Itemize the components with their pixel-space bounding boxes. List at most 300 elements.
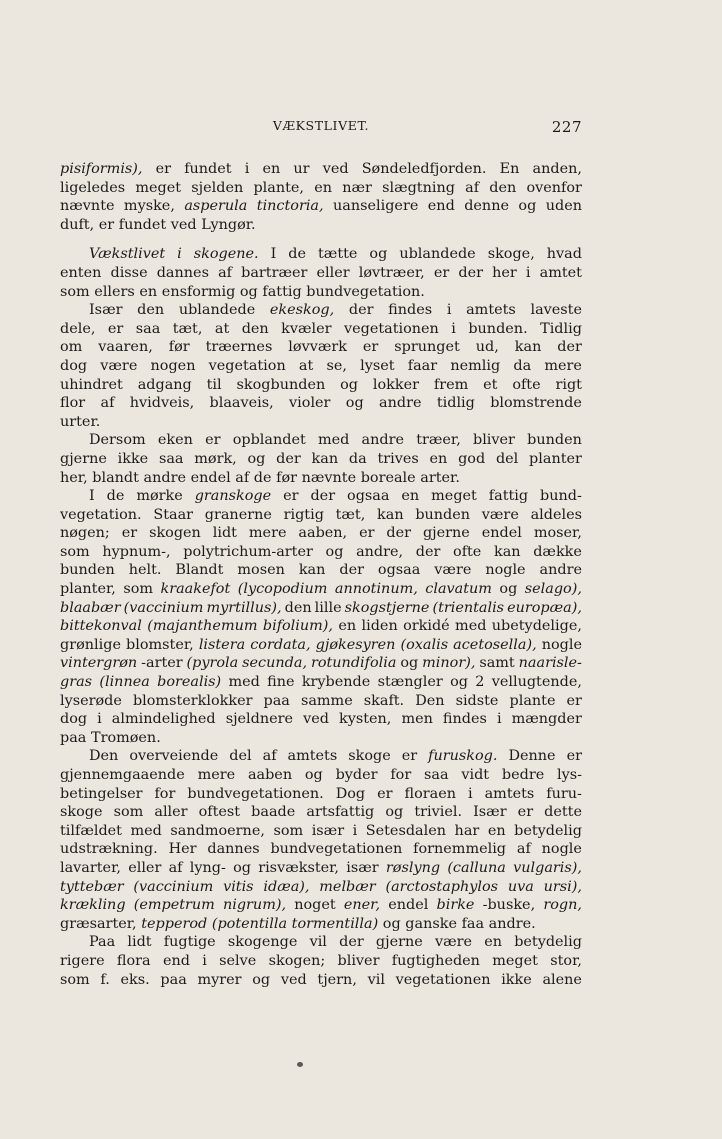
- word: løvtræer,: [358, 264, 425, 281]
- word: vidt: [461, 767, 490, 783]
- word: skogenge: [227, 934, 298, 951]
- word: lyserøde: [60, 692, 122, 709]
- text-line: [60, 878, 582, 897]
- paragraph-gap: [60, 234, 582, 245]
- paragraph: [60, 487, 582, 747]
- text-line: [60, 692, 582, 711]
- word: tepperod: [141, 915, 208, 932]
- text-line: [60, 952, 582, 971]
- text-line: [60, 729, 582, 748]
- word: bunden: [415, 506, 471, 523]
- word: være: [100, 357, 138, 374]
- word: mere: [197, 767, 236, 783]
- word: idæa),: [263, 878, 310, 895]
- word: vegetationen: [343, 320, 439, 337]
- word: hvad: [546, 246, 582, 263]
- word: den: [137, 302, 165, 319]
- word: skoge,: [487, 246, 535, 263]
- word: eller: [316, 264, 350, 281]
- word: betydelig: [514, 822, 582, 839]
- word: en: [314, 179, 332, 196]
- word: grønlige: [60, 636, 121, 653]
- text-line: [60, 431, 582, 450]
- word: som: [123, 581, 154, 598]
- word: ofte: [512, 376, 541, 393]
- word: dog: [60, 357, 88, 374]
- word: vil: [309, 934, 327, 951]
- text-line: [60, 710, 582, 729]
- word: kysten,: [339, 711, 392, 728]
- word: aaben: [247, 767, 293, 783]
- word: sidste: [455, 692, 499, 709]
- word: den: [241, 320, 269, 337]
- word: asperula: [184, 198, 248, 215]
- word: blomstrende: [490, 395, 582, 412]
- word: noget: [294, 897, 336, 914]
- word: bittekonval: [60, 618, 142, 635]
- word: tæt,: [335, 506, 366, 523]
- word: og: [385, 804, 404, 821]
- word: europæa),: [507, 599, 582, 616]
- word: nemlig: [450, 357, 501, 374]
- word: for: [390, 767, 412, 783]
- word: (lycopodium: [237, 581, 328, 598]
- word: blomsterklokker: [132, 692, 253, 709]
- word: granerne: [204, 506, 272, 523]
- word: ogsaa: [377, 562, 421, 579]
- word: vegetationen: [395, 971, 491, 988]
- word: paa: [263, 692, 290, 709]
- word: af: [168, 859, 183, 876]
- indented-word: [60, 301, 122, 320]
- word: findes: [442, 711, 487, 728]
- word: der: [458, 264, 483, 281]
- word: Den: [89, 748, 119, 765]
- text-line: [60, 216, 582, 235]
- word: adgang: [137, 376, 192, 393]
- word: er: [517, 804, 534, 821]
- word: dette: [544, 804, 582, 821]
- text-line: [60, 636, 582, 655]
- word: overveiende: [129, 748, 219, 765]
- word: og: [325, 543, 344, 560]
- word: er: [377, 785, 393, 802]
- word: fugtigheden: [391, 952, 480, 969]
- word: krækling: [60, 897, 126, 914]
- word: i: [468, 785, 473, 802]
- text-line: [60, 915, 582, 934]
- word: paa: [60, 729, 87, 746]
- word: gjøkesyren: [315, 636, 396, 653]
- word: minor),: [422, 655, 476, 672]
- word: f.: [100, 971, 110, 988]
- word: i: [451, 320, 456, 337]
- word: tilfældet: [60, 822, 122, 839]
- word: ubetydelige,: [491, 618, 582, 635]
- word: En: [499, 161, 520, 177]
- word: i: [244, 161, 250, 177]
- word: men: [401, 711, 433, 728]
- word: (calluna: [447, 859, 506, 876]
- word: almindelighed: [111, 711, 216, 728]
- word: der: [415, 543, 441, 560]
- word: uhindret: [60, 376, 123, 393]
- word: at: [298, 357, 314, 374]
- word: meget: [431, 488, 477, 505]
- text-line: [60, 320, 582, 339]
- word: er: [205, 432, 221, 449]
- word: Især: [89, 302, 123, 319]
- word: med: [228, 674, 260, 691]
- word: vegetation.: [60, 506, 142, 523]
- word: bundvegetationen.: [187, 785, 324, 802]
- paragraph: [60, 431, 582, 487]
- word: (trientalis: [432, 599, 505, 616]
- word: mosen: [237, 562, 285, 579]
- word: endel: [190, 469, 231, 486]
- word: stængler: [377, 674, 443, 691]
- word: endel: [481, 525, 522, 542]
- word: i: [496, 711, 502, 728]
- word: (pyrola: [186, 655, 239, 672]
- text-line: [60, 450, 582, 469]
- word: da: [513, 357, 532, 374]
- word: kan: [514, 339, 542, 356]
- word: granskoge: [194, 488, 272, 505]
- text-line: [60, 245, 582, 264]
- word: (arctostaphylos: [385, 878, 499, 895]
- word: og: [400, 655, 419, 672]
- word: Blandt: [175, 562, 224, 579]
- word: kan: [377, 506, 404, 523]
- word: har: [454, 822, 480, 839]
- indented-word: [60, 431, 146, 450]
- word: god: [458, 450, 486, 467]
- word: nogle: [485, 562, 526, 579]
- text-line: [60, 599, 582, 618]
- word: og: [239, 283, 258, 300]
- word: flora: [116, 952, 151, 969]
- word: ikke: [117, 450, 149, 467]
- indented-word: [60, 487, 95, 506]
- word: del: [229, 748, 252, 765]
- word: opblandet: [232, 432, 306, 449]
- word: saa: [135, 320, 161, 337]
- word: nøgen;: [60, 525, 110, 542]
- word: kraakefot: [160, 581, 231, 598]
- word: og: [340, 376, 359, 393]
- word: gjennemgaaende: [60, 767, 185, 783]
- word: ovenfor: [526, 179, 582, 196]
- word: som: [113, 804, 144, 821]
- word: findes: [388, 302, 433, 319]
- word: myrtillus),: [206, 599, 282, 616]
- word: som: [273, 822, 304, 839]
- word: rogn,: [543, 897, 582, 914]
- word: lidt: [212, 525, 237, 542]
- text-line: [60, 803, 582, 822]
- word: vil: [367, 971, 385, 988]
- word: kan: [298, 562, 326, 579]
- word: aldeles: [530, 506, 582, 523]
- word: (oxalis: [400, 636, 449, 653]
- word: blomster,: [126, 636, 194, 653]
- word: blaaveis,: [209, 395, 274, 412]
- text-line: [60, 785, 582, 804]
- word: og: [345, 395, 364, 412]
- word: nigrum),: [222, 897, 287, 914]
- word: dannes: [156, 264, 209, 281]
- word: er: [401, 748, 418, 765]
- word: nogle: [541, 636, 582, 653]
- word: (linnea: [99, 674, 150, 691]
- word: bartræer: [241, 264, 308, 281]
- word: i: [525, 264, 531, 281]
- word: til: [206, 376, 222, 393]
- word: bunden: [527, 432, 582, 449]
- word: mere: [544, 357, 582, 374]
- word: Vækstlivet: [89, 246, 166, 263]
- word: naarisle-: [518, 655, 582, 672]
- text-line: [60, 673, 582, 692]
- text-line: [60, 413, 582, 432]
- word: hvidveis,: [129, 395, 195, 412]
- word: den: [284, 599, 312, 616]
- word: cordata,: [250, 636, 311, 653]
- word: Denne: [508, 748, 556, 765]
- word: kvæler: [281, 320, 332, 337]
- word: gjerne: [375, 934, 423, 951]
- word: blaabær: [60, 599, 121, 616]
- word: skogen;: [268, 952, 326, 969]
- word: melbær: [319, 878, 376, 895]
- word: moser,: [533, 525, 582, 542]
- word: tyttebær: [60, 878, 124, 895]
- word: bedre: [501, 767, 545, 783]
- word: bunden.: [468, 320, 528, 337]
- word: faar: [407, 357, 438, 374]
- text-line: [60, 357, 582, 376]
- word: er: [98, 216, 115, 233]
- word: aaben,: [298, 525, 348, 542]
- word: lyng-: [189, 859, 226, 876]
- word: fine: [267, 674, 295, 691]
- word: urter.: [60, 413, 101, 430]
- word: uden: [545, 198, 582, 215]
- word: før: [168, 339, 190, 356]
- word: saa: [158, 450, 184, 467]
- word: sandmoerne,: [170, 822, 265, 839]
- word: I: [270, 246, 277, 263]
- word: selago),: [524, 581, 582, 598]
- word: lidt: [127, 934, 152, 951]
- word: som: [60, 543, 90, 560]
- word: oftest: [198, 804, 241, 821]
- word: af: [262, 748, 277, 765]
- word: paa: [160, 971, 187, 988]
- word: laveste: [530, 302, 582, 319]
- word: (potentilla: [211, 915, 288, 932]
- word: ogsaa: [347, 488, 390, 505]
- text-line: [60, 617, 582, 636]
- word: vaaren,: [98, 339, 153, 356]
- word: andre: [539, 562, 582, 579]
- word: lille: [314, 599, 342, 616]
- word: især: [346, 859, 379, 876]
- word: krybende: [301, 674, 371, 691]
- word: myske,: [123, 198, 175, 215]
- word: betingelser: [60, 785, 143, 802]
- word: lyset: [360, 357, 395, 374]
- word: samme: [300, 692, 353, 709]
- word: andre: [379, 395, 422, 412]
- indented-word: [60, 245, 165, 264]
- text-line: [60, 766, 582, 785]
- word: acetosella),: [453, 636, 537, 653]
- word: slægtning: [382, 179, 455, 196]
- word: især: [311, 822, 345, 839]
- word: Tidlig: [540, 320, 582, 337]
- word: af: [516, 841, 531, 858]
- word: er: [566, 692, 582, 709]
- word: der: [339, 562, 364, 579]
- word: være: [481, 506, 519, 523]
- word: med: [130, 822, 162, 839]
- word: del: [495, 450, 519, 467]
- word: kan: [311, 450, 339, 467]
- word: Især: [473, 804, 507, 821]
- word: betydelig: [514, 934, 582, 951]
- word: pisiformis),: [60, 161, 143, 177]
- word: om: [60, 339, 83, 356]
- word: endel: [388, 897, 429, 914]
- word: være: [434, 562, 472, 579]
- word: fugtige: [163, 934, 216, 951]
- word: der: [557, 339, 582, 356]
- word: tidlig: [436, 395, 475, 412]
- word: med: [455, 618, 487, 635]
- word: liden: [361, 618, 398, 635]
- word: lavarter,: [60, 859, 121, 876]
- word: amtet: [539, 264, 582, 281]
- word: meget: [492, 952, 538, 969]
- word: gjerne: [422, 525, 470, 542]
- word: græsarter,: [60, 915, 137, 932]
- word: der: [386, 525, 412, 542]
- word: og: [499, 581, 518, 598]
- text-line: [60, 747, 582, 766]
- word: er: [121, 525, 138, 542]
- word: ublandede: [178, 302, 256, 319]
- word: i: [97, 711, 102, 728]
- word: (majanthemum: [147, 618, 258, 635]
- word: blandt: [92, 469, 139, 486]
- word: ur: [293, 161, 310, 177]
- word: Den: [415, 692, 445, 709]
- word: bundvegetation.: [306, 283, 425, 300]
- word: ofte: [453, 543, 482, 560]
- word: alene: [542, 971, 582, 988]
- word: der: [339, 934, 364, 951]
- word: de: [106, 488, 125, 505]
- text-line: [60, 376, 582, 395]
- word: er: [433, 264, 450, 281]
- text-line: [60, 264, 582, 283]
- word: secunda,: [242, 655, 308, 672]
- word: nogen: [150, 357, 196, 374]
- word: end: [427, 198, 455, 215]
- text-line: [60, 160, 582, 179]
- word: rigt: [555, 376, 582, 393]
- word: -buske,: [482, 897, 536, 914]
- word: mængder: [511, 711, 582, 728]
- word: skogen: [149, 525, 201, 542]
- ornament-dot: [297, 1062, 303, 1067]
- word: ganske: [405, 915, 457, 932]
- word: en: [338, 618, 357, 635]
- word: baade: [251, 804, 296, 821]
- word: rigere: [60, 952, 105, 969]
- text-line: [60, 338, 582, 357]
- word: skogstjerne: [344, 599, 430, 616]
- word: fattig: [488, 488, 529, 505]
- word: -arter: [141, 655, 183, 672]
- word: Søndeledfjorden.: [361, 161, 487, 177]
- paragraph: [60, 747, 582, 933]
- word: gjerne: [60, 450, 107, 467]
- word: i: [177, 246, 182, 263]
- word: birke: [436, 897, 475, 914]
- word: planter: [529, 450, 582, 467]
- word: og: [252, 971, 271, 988]
- word: borealis): [157, 674, 222, 691]
- word: fundet: [118, 216, 167, 233]
- word: der: [310, 488, 336, 505]
- word: skoge: [348, 748, 391, 765]
- word: furu-: [546, 785, 582, 802]
- text-line: [60, 822, 582, 841]
- word: ved: [280, 971, 307, 988]
- word: nær: [342, 179, 372, 196]
- word: skogbunden: [236, 376, 326, 393]
- word: furuskog.: [428, 748, 498, 765]
- word: træer,: [416, 432, 461, 449]
- word: annotinum,: [334, 581, 418, 598]
- word: triviel.: [414, 804, 463, 821]
- word: et: [483, 376, 498, 393]
- word: som: [60, 971, 90, 988]
- word: der: [276, 450, 301, 467]
- word: meget: [135, 179, 182, 196]
- word: (vaccinium: [123, 599, 204, 616]
- word: og: [304, 767, 323, 783]
- word: røslyng: [385, 859, 441, 876]
- word: nævnte: [60, 198, 115, 215]
- text-line: [60, 487, 582, 506]
- word: risvækster,: [258, 859, 340, 876]
- word: skogene.: [193, 246, 259, 263]
- text-line: [60, 543, 582, 562]
- text-line: [60, 561, 582, 580]
- word: andre: [361, 432, 404, 449]
- paragraph: [60, 245, 582, 301]
- word: fundet: [184, 161, 232, 177]
- word: en: [487, 822, 506, 839]
- word: af: [235, 469, 250, 486]
- word: frem: [433, 376, 469, 393]
- word: tæt,: [172, 320, 203, 337]
- word: samt: [479, 655, 515, 672]
